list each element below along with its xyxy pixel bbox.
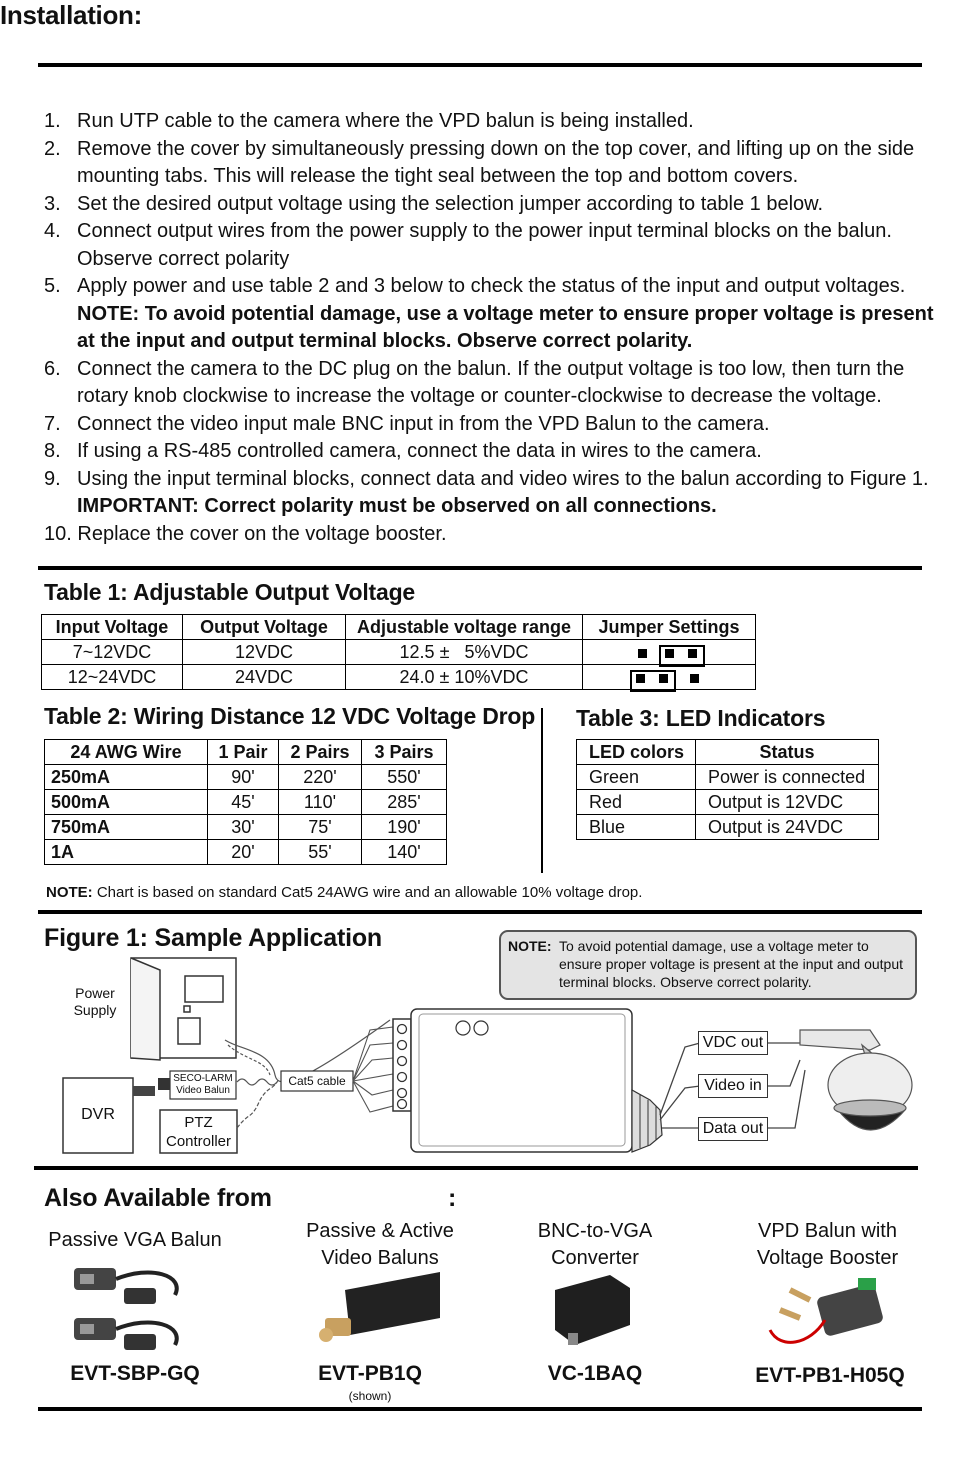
step-3: 3. Set the desired output voltage using the selection jumper according to table 1 below.	[44, 192, 824, 215]
step-4: 4. Connect output wires from the power supply to the power input terminal blocks on the balun. Observe correct polarity	[44, 220, 892, 270]
figure1-note-box: NOTE: To avoid potential damage, use a voltage meter to ensure proper voltage is present at the input and output terminal blocks. Observe correct polarity.	[499, 930, 917, 1000]
output-connector	[632, 1090, 662, 1152]
table-row: 12~24VDC 24VDC 24.0 ± 10%VDC	[42, 665, 756, 690]
table3-title: Table 3: LED Indicators	[576, 705, 826, 731]
jumper-icon	[624, 670, 714, 686]
vpd-balun-booster-image	[770, 1278, 884, 1342]
table-row: Green Power is connected	[577, 765, 879, 790]
step-2: 2. Remove the cover by simultaneously pressing down on the top cover, and lifting up on the side mounting tabs. This will release the tight seal between the top and bottom covers.	[44, 137, 915, 187]
installation-steps	[44, 108, 934, 548]
also-available-colon: :	[448, 1184, 457, 1212]
step-5-note: NOTE: To avoid potential damage, use a voltage meter to ensure proper voltage is present at the input and output terminal blocks. Observe correct polarity.	[77, 302, 934, 352]
step-6: 6. Connect the camera to the DC plug on the balun. If the output voltage is too low, then turn the rotary knob clockwise to increase the voltage or counter-clockwise to decrease the voltage.	[44, 357, 905, 407]
table1	[41, 614, 756, 690]
t1-h-range: Adjustable voltage range	[346, 615, 583, 640]
product-images	[0, 1260, 954, 1365]
step-9: 9. Using the input terminal blocks, connect data and video wires to the balun according to Figure 1. IMPORTANT: Correct polarity must be observed on all connections.	[44, 466, 934, 521]
step-5: 5. Apply power and use table 2 and 3 below to check the status of the input and output voltages. NOTE: To avoid potential damage, use a voltage meter to ensure proper voltage is present at the input and output terminal blocks. Observe correct polarity.	[44, 273, 934, 356]
product-code-vc-1baq: VC-1BAQ	[547, 1362, 643, 1385]
section-rule-3	[34, 1166, 918, 1170]
table2: 24 AWG Wire 1 Pair 2 Pairs 3 Pairs 250mA 90' 220' 550' 500mA 45' 110' 285' 750mA 30' 75' 190' 1A 20' 55' 140'	[44, 739, 447, 865]
video-in-label: Video in	[698, 1074, 768, 1098]
product-code-evt-pb1-h05q: EVT-PB1-H05Q	[755, 1364, 905, 1387]
t1-h-output: Output Voltage	[183, 615, 346, 640]
video-balun-label: SECO-LARM Video Balun	[173, 1073, 233, 1096]
video-balun-image	[319, 1272, 440, 1342]
product-sub-shown: (shown)	[348, 1389, 392, 1403]
step-7: 7. Connect the video input male BNC input in from the VPD Balun to the camera.	[44, 412, 770, 435]
jumper-setting-12v	[583, 640, 756, 665]
bnc-vga-converter-image	[555, 1275, 630, 1345]
product-code-evt-pb1q: EVT-PB1Q	[318, 1362, 422, 1385]
step-1: 1. Run UTP cable to the camera where the VPD balun is being installed.	[44, 110, 694, 132]
table-row: 750mA 30' 75' 190'	[45, 815, 447, 840]
table3: LED colors Status Green Power is connected Red Output is 12VDC Blue Output is 24VDC	[576, 739, 879, 840]
step-8: 8. If using a RS-485 controlled camera, connect the data in wires to the camera.	[44, 440, 762, 462]
table-row: 500mA 45' 110' 285'	[45, 790, 447, 815]
product-name-vga-balun: Passive VGA Balun	[48, 1229, 222, 1251]
jumper-icon	[624, 645, 714, 661]
t1-h-input: Input Voltage	[42, 615, 183, 640]
table1-title: Table 1: Adjustable Output Voltage	[44, 579, 416, 605]
table-row: Red Output is 12VDC	[577, 790, 879, 815]
product-code-evt-sbp-gq: EVT-SBP-GQ	[70, 1362, 200, 1385]
dome-camera	[800, 1030, 912, 1130]
section-rule-1	[38, 566, 922, 570]
input-wires	[353, 1027, 393, 1112]
installation-title: Installation:	[0, 0, 142, 30]
top-rule	[38, 63, 922, 67]
table-row: 7~12VDC 12VDC 12.5 ± 5%VDC	[42, 640, 756, 665]
sample-application-diagram	[0, 950, 954, 1165]
vga-balun-image	[74, 1268, 177, 1350]
bottom-rule	[38, 1407, 922, 1411]
section-rule-2	[38, 910, 922, 914]
twisted-pair	[237, 1079, 277, 1085]
ptz-controller-label: PTZ Controller	[165, 1114, 232, 1150]
step-9-note: IMPORTANT: Correct polarity must be observed on all connections.	[77, 495, 717, 517]
table2-title: Table 2: Wiring Distance 12 VDC Voltage Drop	[44, 703, 536, 729]
table-row: 1A 20' 55' 140'	[45, 840, 447, 865]
vdc-out-label: VDC out	[698, 1031, 768, 1055]
vertical-divider	[541, 708, 543, 873]
data-out-label: Data out	[698, 1117, 768, 1141]
product-name-vpd-balun: VPD Balun with Voltage Booster	[756, 1220, 899, 1269]
table-row: 250mA 90' 220' 550'	[45, 765, 447, 790]
vpd-balun-body	[411, 1009, 632, 1152]
cat5-cable-label: Cat5 cable	[288, 1074, 346, 1088]
power-supply-cabinet	[131, 958, 236, 1060]
product-name-bnc-vga: BNC-to-VGA Converter	[537, 1220, 653, 1269]
product-name-video-baluns: Passive & Active Video Baluns	[306, 1220, 454, 1269]
dvr-label: DVR	[81, 1106, 115, 1123]
step-10: 10. Replace the cover on the voltage booster.	[44, 522, 447, 545]
also-available-title: Also Available from	[44, 1184, 272, 1212]
table-row: Blue Output is 24VDC	[577, 815, 879, 840]
figure1-title: Figure 1: Sample Application	[44, 924, 382, 952]
chart-note: NOTE: Chart is based on standard Cat5 24AWG wire and an allowable 10% voltage drop.	[46, 884, 643, 901]
t1-h-jumper: Jumper Settings	[583, 615, 756, 640]
power-supply-label: Power Supply	[73, 985, 117, 1018]
jumper-setting-24v	[583, 665, 756, 690]
